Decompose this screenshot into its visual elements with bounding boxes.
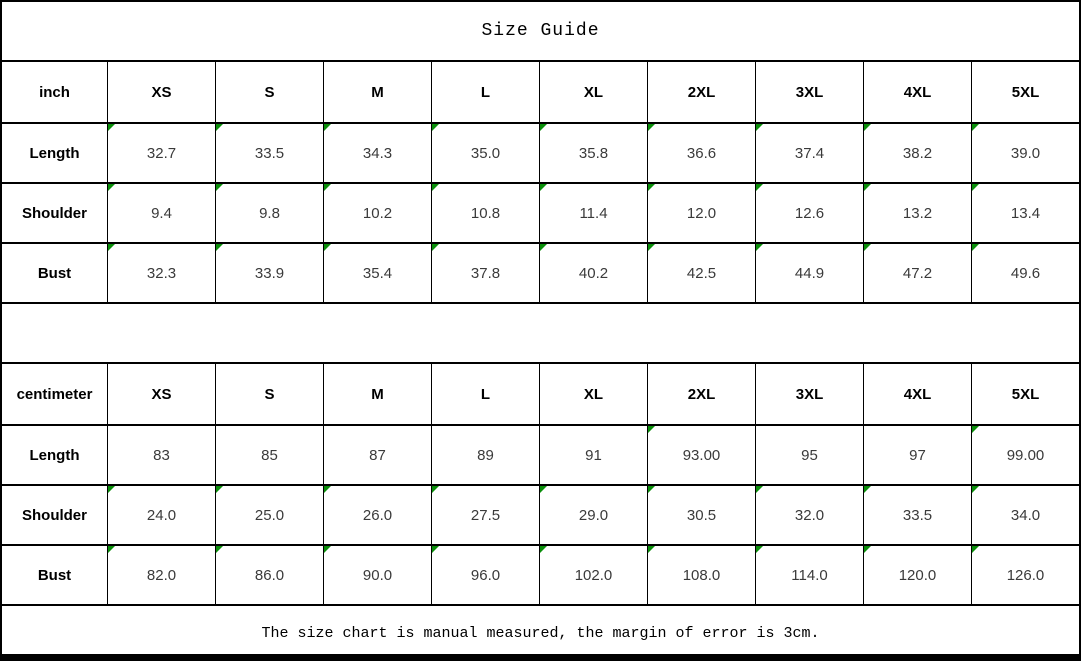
footer-row [2,604,1079,661]
value-cell-text: 32.0 [794,506,825,524]
size-header [971,364,1079,424]
flag-triangle-icon [648,546,655,553]
flag-triangle-icon [432,244,439,251]
flag-triangle-icon [216,124,223,131]
value-cell [215,124,323,182]
value-cell-text: 89 [477,446,494,464]
size-header [647,364,755,424]
size-header [539,62,647,122]
value-cell-text: 87 [369,446,386,464]
value-cell [647,244,755,302]
title-row [2,2,1079,60]
size-header [107,62,215,122]
flag-triangle-icon [648,486,655,493]
table-row-bust [2,242,1079,302]
value-cell [539,184,647,242]
size-header-text: 5XL [1011,385,1040,403]
size-header-text: 4XL [903,83,932,101]
flag-triangle-icon [216,184,223,191]
size-header-text: 3XL [795,83,824,101]
size-header-text: M [371,385,384,403]
value-cell [539,486,647,544]
size-header [431,62,539,122]
flag-triangle-icon [972,426,979,433]
value-cell-text: 97 [909,446,926,464]
value-cell [323,426,431,484]
value-cell [647,486,755,544]
value-cell-text: 10.2 [362,204,393,222]
value-cell-text: 33.5 [254,144,285,162]
value-cell [107,244,215,302]
value-cell [647,124,755,182]
flag-triangle-icon [972,124,979,131]
value-cell [755,486,863,544]
value-cell [863,184,971,242]
value-cell-text: 24.0 [146,506,177,524]
flag-triangle-icon [972,546,979,553]
flag-triangle-icon [108,184,115,191]
value-cell [323,486,431,544]
table-header-row [2,62,1079,122]
size-header-text: XL [583,385,604,403]
value-cell-text: 83 [153,446,170,464]
value-cell [863,426,971,484]
table-header-row [2,364,1079,424]
flag-triangle-icon [108,546,115,553]
spacer-row [2,302,1079,362]
value-cell-text: 12.6 [794,204,825,222]
value-cell-text: 38.2 [902,144,933,162]
flag-triangle-icon [756,546,763,553]
flag-triangle-icon [972,486,979,493]
value-cell-text: 33.5 [902,506,933,524]
size-header-text: M [371,83,384,101]
size-header [431,364,539,424]
row-label [2,486,107,544]
value-cell-text: 25.0 [254,506,285,524]
size-header [539,364,647,424]
flag-triangle-icon [324,486,331,493]
value-cell-text: 96.0 [470,566,501,584]
value-cell [215,184,323,242]
value-cell-text: 30.5 [686,506,717,524]
value-cell [539,546,647,604]
value-cell [107,426,215,484]
row-label [2,184,107,242]
table-row-shoulder [2,484,1079,544]
size-header [971,62,1079,122]
value-cell-text: 37.8 [470,264,501,282]
value-cell [431,426,539,484]
value-cell-text: 13.4 [1010,204,1041,222]
flag-triangle-icon [432,124,439,131]
size-header-text: XS [151,83,172,101]
value-cell [215,486,323,544]
unit-label-text: inch [39,83,70,101]
size-header-text: L [480,83,491,101]
flag-triangle-icon [540,124,547,131]
table-row-bust [2,544,1079,604]
flag-triangle-icon [756,124,763,131]
flag-triangle-icon [540,184,547,191]
flag-triangle-icon [648,244,655,251]
size-table-centimeter [2,362,1079,604]
flag-triangle-icon [324,184,331,191]
unit-label-text: centimeter [16,385,93,403]
value-cell-text: 95 [801,446,818,464]
flag-triangle-icon [864,546,871,553]
size-header-text: XS [151,385,172,403]
flag-triangle-icon [756,244,763,251]
value-cell-text: 102.0 [574,566,613,584]
flag-triangle-icon [756,184,763,191]
flag-triangle-icon [108,124,115,131]
value-cell-text: 27.5 [470,506,501,524]
value-cell [431,124,539,182]
flag-triangle-icon [540,486,547,493]
flag-triangle-icon [216,486,223,493]
flag-triangle-icon [756,486,763,493]
value-cell [107,546,215,604]
table-row-length [2,424,1079,484]
size-header [323,62,431,122]
value-cell-text: 40.2 [578,264,609,282]
row-label-text: Bust [37,264,72,282]
row-label [2,124,107,182]
size-table-inch [2,60,1079,302]
value-cell [863,124,971,182]
flag-triangle-icon [324,546,331,553]
flag-triangle-icon [324,124,331,131]
value-cell-text: 9.4 [151,204,172,222]
flag-triangle-icon [324,244,331,251]
value-cell [971,486,1079,544]
row-label-text: Length [29,144,80,162]
value-cell [107,124,215,182]
value-cell-text: 35.4 [362,264,393,282]
size-header [863,62,971,122]
value-cell-text: 47.2 [902,264,933,282]
value-cell [215,244,323,302]
value-cell [647,546,755,604]
size-header [755,364,863,424]
value-cell [971,184,1079,242]
size-header-text: L [480,385,491,403]
row-label-text: Length [29,446,80,464]
flag-triangle-icon [108,486,115,493]
value-cell-text: 82.0 [146,566,177,584]
value-cell-text: 35.0 [470,144,501,162]
value-cell-text: 91 [585,446,602,464]
row-label-text: Shoulder [21,506,87,524]
value-cell-text: 108.0 [682,566,721,584]
value-cell-text: 44.9 [794,264,825,282]
value-cell-text: 33.9 [254,264,285,282]
size-header-text: 2XL [687,385,716,403]
flag-triangle-icon [540,546,547,553]
size-header-text: XL [583,83,604,101]
value-cell [971,124,1079,182]
flag-triangle-icon [864,486,871,493]
bottom-black-bar [2,654,1079,659]
value-cell [755,124,863,182]
value-cell-text: 90.0 [362,566,393,584]
value-cell-text: 36.6 [686,144,717,162]
value-cell-text: 42.5 [686,264,717,282]
flag-triangle-icon [864,184,871,191]
size-header-text: 4XL [903,385,932,403]
size-header-text: S [264,83,275,101]
value-cell-text: 99.00 [1006,446,1045,464]
value-cell-text: 11.4 [579,204,608,222]
value-cell [323,124,431,182]
value-cell [431,184,539,242]
value-cell-text: 10.8 [470,204,501,222]
row-label-text: Bust [37,566,72,584]
size-header [107,364,215,424]
value-cell-text: 85 [261,446,278,464]
value-cell [323,546,431,604]
value-cell [539,124,647,182]
size-header [215,62,323,122]
value-cell [755,244,863,302]
flag-triangle-icon [432,184,439,191]
value-cell [755,546,863,604]
value-cell [431,244,539,302]
value-cell [863,486,971,544]
flag-triangle-icon [972,244,979,251]
flag-triangle-icon [540,244,547,251]
value-cell-text: 26.0 [362,506,393,524]
size-header-text: 2XL [687,83,716,101]
flag-triangle-icon [648,124,655,131]
value-cell-text: 34.3 [362,144,393,162]
size-header-text: 5XL [1011,83,1040,101]
flag-triangle-icon [972,184,979,191]
size-header [755,62,863,122]
flag-triangle-icon [648,426,655,433]
flag-triangle-icon [864,244,871,251]
value-cell-text: 9.8 [259,204,280,222]
value-cell-text: 34.0 [1010,506,1041,524]
value-cell [971,546,1079,604]
unit-label [2,62,107,122]
value-cell [539,426,647,484]
value-cell-text: 37.4 [794,144,825,162]
row-label-text: Shoulder [21,204,87,222]
value-cell [647,184,755,242]
value-cell [107,184,215,242]
value-cell [863,244,971,302]
table-row-length [2,122,1079,182]
value-cell-text: 126.0 [1006,566,1045,584]
flag-triangle-icon [648,184,655,191]
value-cell [215,426,323,484]
size-header [647,62,755,122]
value-cell-text: 32.7 [146,144,177,162]
flag-triangle-icon [432,486,439,493]
value-cell-text: 35.8 [578,144,609,162]
value-cell [431,546,539,604]
value-cell-text: 93.00 [682,446,721,464]
value-cell-text: 12.0 [686,204,717,222]
value-cell [971,244,1079,302]
footer-note: The size chart is manual measured, the margin of error is 3cm. [261,625,820,642]
row-label [2,546,107,604]
value-cell [647,426,755,484]
value-cell-text: 120.0 [898,566,937,584]
value-cell-text: 13.2 [902,204,933,222]
page-title: Size Guide [481,21,600,41]
value-cell [107,486,215,544]
value-cell [215,546,323,604]
flag-triangle-icon [432,546,439,553]
value-cell-text: 32.3 [146,264,177,282]
table-row-shoulder [2,182,1079,242]
unit-label [2,364,107,424]
value-cell [323,244,431,302]
value-cell [539,244,647,302]
size-header [323,364,431,424]
value-cell-text: 29.0 [578,506,609,524]
size-header [863,364,971,424]
value-cell [755,426,863,484]
size-header-text: 3XL [795,385,824,403]
value-cell-text: 86.0 [254,566,285,584]
value-cell [971,426,1079,484]
value-cell [431,486,539,544]
flag-triangle-icon [108,244,115,251]
value-cell-text: 39.0 [1010,144,1041,162]
value-cell [755,184,863,242]
row-label [2,426,107,484]
size-header-text: S [264,385,275,403]
flag-triangle-icon [216,546,223,553]
flag-triangle-icon [864,124,871,131]
flag-triangle-icon [216,244,223,251]
value-cell-text: 114.0 [791,566,828,584]
value-cell [863,546,971,604]
row-label [2,244,107,302]
size-header [215,364,323,424]
value-cell-text: 49.6 [1010,264,1041,282]
value-cell [323,184,431,242]
